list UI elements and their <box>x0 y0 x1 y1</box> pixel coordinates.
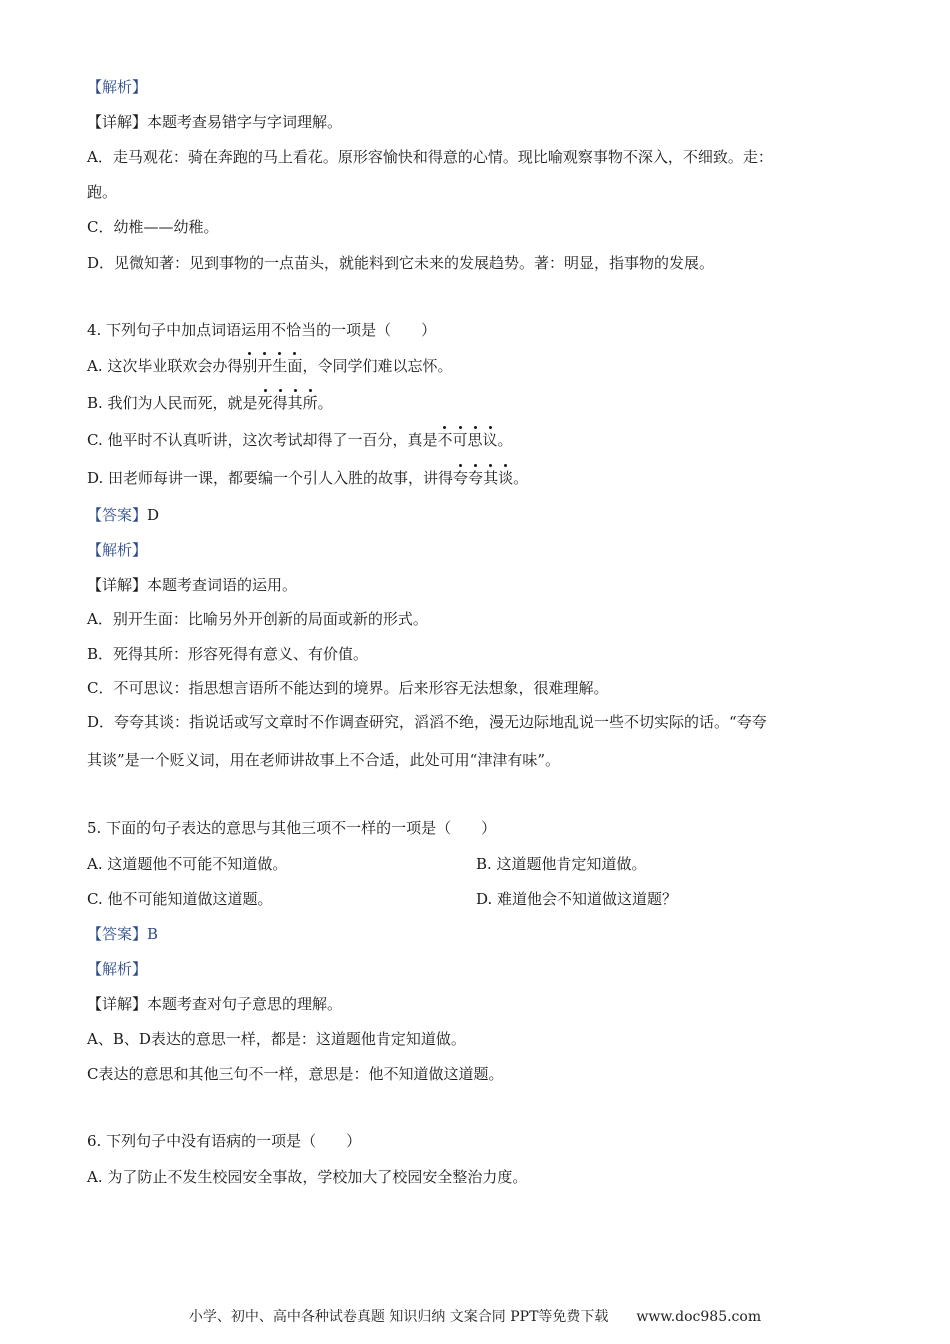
q6-option-a: A. 为了防止不发生校园安全事故，学校加大了校园安全整治力度。 <box>87 1168 528 1186</box>
page-footer: 小学、初中、高中各种试卷真题 知识归纳 文案合同 PPT等免费下载 www.doc985.com <box>188 1309 762 1325</box>
q5-explanation-1: A、B、D表达的意思一样，都是：这道题他肯定知道做。 <box>87 1030 466 1048</box>
q4-explanation-c: C．不可思议：指思想言语所不能达到的境界。后来形容无法想象，很难理解。 <box>87 679 609 697</box>
q5-answer: 【答案】B <box>87 925 159 943</box>
q4-option-d: D. 田老师每讲一课，都要编一个引人入胜的故事，讲得夸夸其谈。 <box>87 469 529 487</box>
xiangjie-line: 【详解】本题考查易错字与字词理解。 <box>87 113 343 131</box>
q4-explanation-d-line2: 其谈”是一个贬义词，用在老师讲故事上不合适，此处可用“津津有味”。 <box>87 751 561 769</box>
q4-option-a: A. 这次毕业联欢会办得别开生面，令同学们难以忘怀。 <box>87 357 453 375</box>
q5-option-a: A. 这道题他不可能不知道做。 <box>87 855 288 873</box>
q5-stem: 5. 下面的句子表达的意思与其他三项不一样的一项是（ ） <box>87 819 497 837</box>
jiexi-label: 【解析】 <box>87 78 148 96</box>
q5-explanation-2: C表达的意思和其他三句不一样，意思是：他不知道做这道题。 <box>87 1065 504 1083</box>
q4-explanation-d-line1: D．夸夸其谈：指说话或写文章时不作调查研究，滔滔不绝，漫无边际地乱说一些不切实际的话。“夸夸 <box>87 713 767 731</box>
q4-explanation-a: A．别开生面：比喻另外开创新的局面或新的形式。 <box>87 610 428 628</box>
q4-jiexi-label: 【解析】 <box>87 541 148 559</box>
explanation-c: C．幼椎——幼稚。 <box>87 218 219 236</box>
q4-answer: 【答案】D <box>87 506 160 524</box>
q4-option-b: B. 我们为人民而死，就是死得其所。 <box>87 394 333 412</box>
q4-explanation-b: B．死得其所：形容死得有意义、有价值。 <box>87 645 369 663</box>
q4-xiangjie: 【详解】本题考查词语的运用。 <box>87 576 298 594</box>
explanation-d: D．见微知著：见到事物的一点苗头，就能料到它未来的发展趋势。著：明显，指事物的发展。 <box>87 254 715 272</box>
explanation-a-line2: 跑。 <box>87 183 118 201</box>
q4-option-c: C. 他平时不认真听讲，这次考试却得了一百分，真是不可思议。 <box>87 431 513 449</box>
q5-option-b: B. 这道题他肯定知道做。 <box>476 855 647 873</box>
explanation-a-line1: A．走马观花：骑在奔跑的马上看花。原形容愉快和得意的心情。现比喻观察事物不深入，不细致。走： <box>87 148 773 166</box>
q5-jiexi-label: 【解析】 <box>87 960 148 978</box>
q5-option-d: D. 难道他会不知道做这道题？ <box>476 890 678 908</box>
q5-xiangjie: 【详解】本题考查对句子意思的理解。 <box>87 995 343 1013</box>
q5-option-c: C. 他不可能知道做这道题。 <box>87 890 273 908</box>
q6-stem: 6. 下列句子中没有语病的一项是（ ） <box>87 1132 362 1150</box>
q4-stem: 4. 下列句子中加点词语运用不恰当的一项是（ ） <box>87 321 437 339</box>
